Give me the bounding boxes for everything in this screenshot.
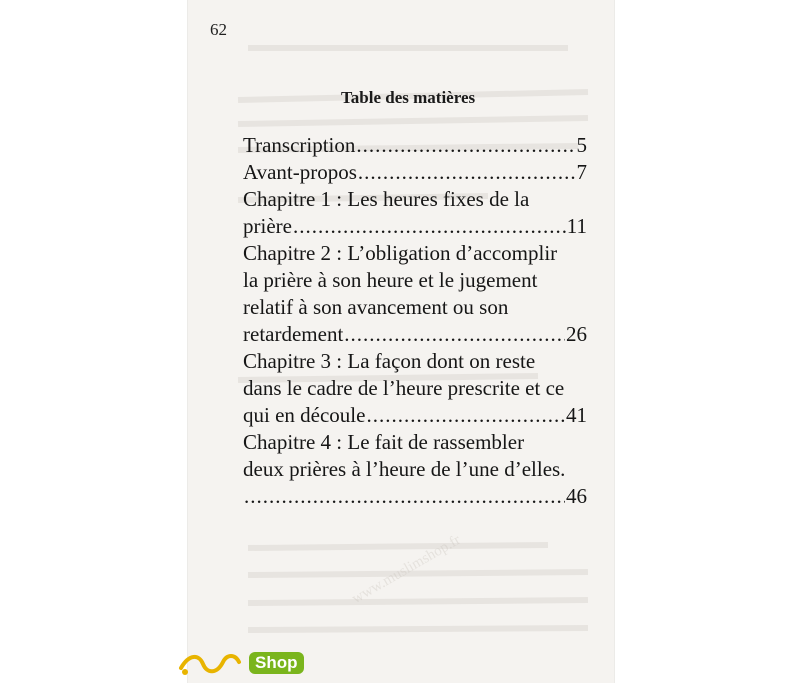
toc-page-number: 26 xyxy=(566,322,587,346)
toc-entry xyxy=(243,159,587,186)
toc-page-number: 41 xyxy=(566,403,587,427)
toc-page-number: 5 xyxy=(576,133,587,157)
toc-entry-text: relatif à son avancement ou son xyxy=(243,295,509,319)
toc-entry-text: Chapitre 3 : La façon dont on reste xyxy=(243,349,536,373)
toc-entry-text: Transcription xyxy=(243,133,356,157)
toc-entry xyxy=(243,348,587,429)
toc-entry xyxy=(243,240,587,348)
toc-page-number: 11 xyxy=(566,214,587,238)
toc-entry-text: Chapitre 1 : Les heures fixes de la xyxy=(243,187,530,211)
toc-entry-text: qui en découle xyxy=(243,403,366,427)
toc-entry-text: Avant-propos xyxy=(243,160,357,184)
toc-entry-text: retardement xyxy=(243,322,344,346)
toc-page-number: 46 xyxy=(566,484,587,508)
toc-entry-text: la prière à son heure et le jugement xyxy=(243,268,538,292)
watermark: www.muslimshop.fr xyxy=(349,531,464,608)
toc-entry xyxy=(243,132,587,159)
dot-leader xyxy=(244,483,565,510)
toc-entry-text: Chapitre 2 : L’obligation d’accomplir xyxy=(243,241,558,265)
toc-entry-text: deux prières à l’heure de l’une d’elles. xyxy=(243,457,566,481)
dot-leader xyxy=(344,321,565,348)
dot-leader xyxy=(356,132,575,159)
toc-entry-text: prière xyxy=(243,214,292,238)
toc-entry-text: dans le cadre de l’heure prescrite et ce xyxy=(243,376,565,400)
toc-entry xyxy=(243,429,587,510)
toc-entry-text: Chapitre 4 : Le fait de rassembler xyxy=(243,430,525,454)
dot-leader xyxy=(358,159,576,186)
toc-page-number: 7 xyxy=(576,160,587,184)
dot-leader xyxy=(293,213,566,240)
page-number: 62 xyxy=(210,20,227,39)
toc-title: Table des matières xyxy=(341,88,476,107)
table-of-contents xyxy=(243,132,587,510)
toc-entry xyxy=(243,186,587,240)
dot-leader xyxy=(366,402,565,429)
shop-logo-text: Shop xyxy=(249,652,304,674)
